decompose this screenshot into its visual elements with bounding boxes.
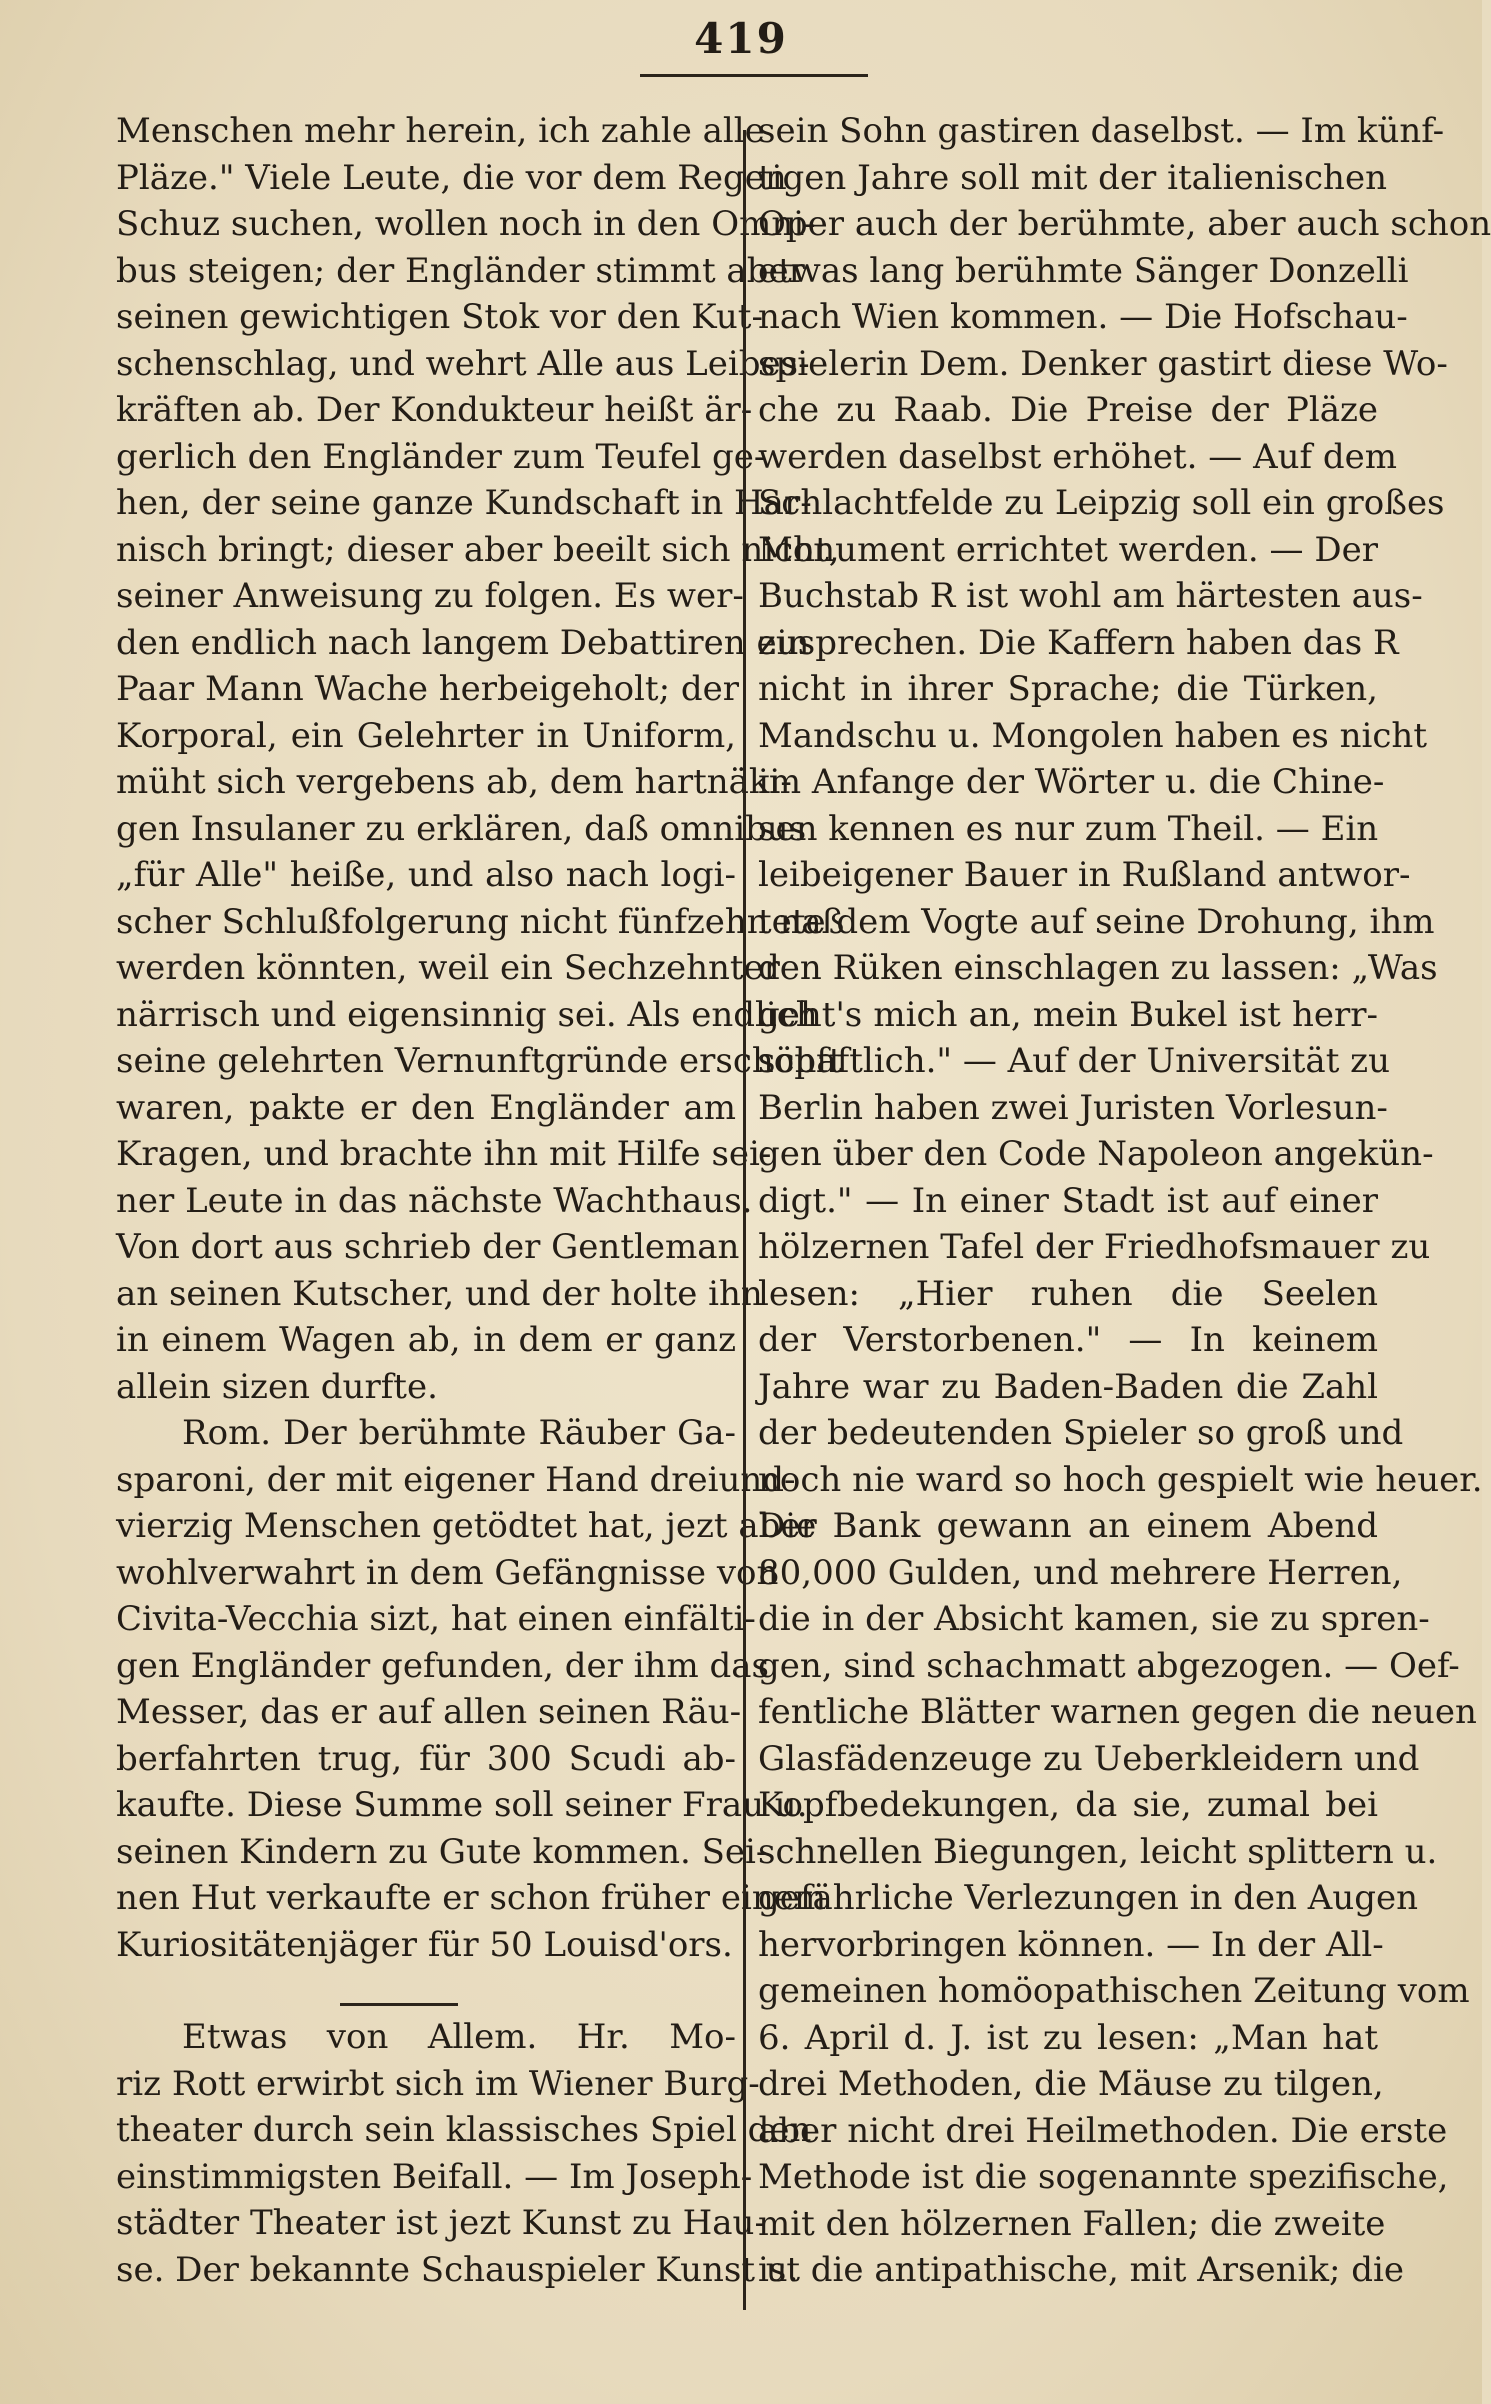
text-line: scher Schlußfolgerung nicht fünfzehn naß [116,901,845,942]
text-line: leibeigener Bauer in Rußland antwor- [758,855,1411,895]
text-line: Glasfädenzeuge zu Ueberkleidern und [758,1738,1420,1779]
text-line: ist die antipathische, mit Arsenik; die [758,2250,1405,2290]
text-line: waren, pakte er den Engländer am [116,1087,736,1128]
text-line: aber nicht drei Heilmethoden. Die erste [758,2110,1448,2151]
text-line: den endlich nach langem Debattiren ein [116,622,810,663]
column-divider [743,130,746,2310]
text-line: se. Der bekannte Schauspieler Kunst u. [116,2249,799,2290]
text-line: nach Wien kommen. — Die Hofschau- [758,297,1408,337]
text-line: sen kennen es nur zum Theil. — Ein [758,808,1379,849]
text-line: berfahrten trug, für 300 Scudi ab- [116,1738,736,1779]
text-line: Kuriositätenjäger für 50 Louisd'ors. [116,1924,733,1965]
text-line: vierzig Menschen getödtet hat, jezt aber [116,1506,817,1546]
text-line: den Rüken einschlagen zu lassen: „Was [758,948,1438,988]
text-line: gefährliche Verlezungen in den Augen [758,1878,1419,1918]
text-line: Schuz suchen, wollen noch in den Omni- [116,204,816,244]
text-line: ner Leute in das nächste Wachthaus. [116,1180,753,1221]
text-line: theater durch sein klassisches Spiel den [116,2110,812,2150]
text-line: Pläze." Viele Leute, die vor dem Regen [116,157,787,198]
text-line: Civita-Vecchia sizt, hat einen einfälti- [116,1599,756,1639]
text-line: Berlin haben zwei Juristen Vorlesun- [758,1087,1388,1128]
text-line: kräften ab. Der Kondukteur heißt är- [116,390,753,430]
text-line: zusprechen. Die Kaffern haben das R [758,622,1399,663]
text-line: sein Sohn gastiren daselbst. — Im künf- [758,111,1445,151]
text-line: im Anfange der Wörter u. die Chine- [758,762,1385,802]
text-line: mit den hölzernen Fallen; die zweite [758,2203,1386,2244]
text-line: geht's mich an, mein Bukel ist herr- [758,994,1378,1035]
text-line: Monument errichtet werden. — Der [758,529,1378,570]
text-line: nen Hut verkaufte er schon früher einem [116,1878,827,1918]
text-line: Mandschu u. Mongolen haben es nicht [758,715,1427,756]
right-column [758,108,1491,2294]
text-line: schnellen Biegungen, leicht splittern u. [758,1831,1438,1872]
text-line: 6. April d. J. ist zu lesen: „Man hat [758,2017,1378,2058]
section-rule [340,2003,458,2006]
text-line: che zu Raab. Die Preise der Pläze [758,390,1378,430]
text-line: an seinen Kutscher, und der holte ihn [116,1273,763,1314]
text-line: hen, der seine ganze Kundschaft in Har- [116,483,812,523]
text-line: lesen: „Hier ruhen die Seelen [758,1273,1378,1314]
text-line: digt." — In einer Stadt ist auf einer [758,1180,1378,1221]
text-line: müht sich vergebens ab, dem hartnäki- [116,762,792,802]
text-line: tete dem Vogte auf seine Drohung, ihm [758,901,1435,942]
text-line: fentliche Blätter warnen gegen die neuen [758,1692,1477,1732]
text-line: werden könnten, weil ein Sechzehnter [116,948,780,988]
text-line: drei Methoden, die Mäuse zu tilgen, [758,2064,1384,2104]
text-line: gen Insulaner zu erklären, daß omnibus [116,808,807,849]
text-line: tigen Jahre soll mit der italienischen [758,157,1387,198]
text-line: allein sizen durfte. [116,1366,438,1407]
page-number: 419 [694,14,788,63]
text-line: Paar Mann Wache herbeigeholt; der [116,669,739,709]
text-line: Buchstab R ist wohl am härtesten aus- [758,576,1423,616]
text-line: schenschlag, und wehrt Alle aus Leibes- [116,343,810,384]
text-line: wohlverwahrt in dem Gefängnisse von [116,1552,779,1593]
text-line: Methode ist die sogenannte spezifische, [758,2157,1449,2197]
text-line: gen über den Code Napoleon angekün- [758,1134,1434,1174]
text-line: gerlich den Engländer zum Teufel ge- [116,436,766,477]
text-line: Die Bank gewann an einem Abend [758,1506,1378,1546]
paragraph-rome-news [116,1410,827,1968]
text-line: nicht in ihrer Sprache; die Türken, [758,669,1378,709]
paragraph-etwas-von-allem [116,2014,812,2293]
text-line: Messer, das er auf allen seinen Räu- [116,1692,742,1732]
text-line: Kopfbedekungen, da sie, zumal bei [758,1785,1378,1825]
text-line: seinen gewichtigen Stok vor den Kut- [116,297,763,337]
text-line: Rom. Der berühmte Räuber Ga- [182,1413,736,1453]
text-line: Von dort aus schrieb der Gentleman [116,1227,740,1267]
text-line: seinen Kindern zu Gute kommen. Sei- [116,1831,768,1872]
text-line: Schlachtfelde zu Leipzig soll ein großes [758,483,1445,523]
text-line: in einem Wagen ab, in dem er ganz [116,1320,736,1360]
text-line: Kragen, und brachte ihn mit Hilfe sei- [116,1134,772,1174]
text-line: hölzernen Tafel der Friedhofsmauer zu [758,1227,1431,1267]
text-line: 80,000 Gulden, und mehrere Herren, [758,1552,1403,1593]
text-line: noch nie ward so hoch gespielt wie heuer. [758,1459,1483,1500]
text-line: der Verstorbenen." — In keinem [758,1320,1378,1360]
text-line: werden daselbst erhöhet. — Auf dem [758,436,1398,477]
text-line: riz Rott erwirbt sich im Wiener Burg- [116,2063,760,2104]
text-line: der bedeutenden Spieler so groß und [758,1413,1404,1453]
text-line: gen, sind schachmatt abgezogen. — Oef- [758,1645,1460,1686]
text-line: närrisch und eigensinnig sei. Als endlich [116,994,818,1035]
header-rule [640,74,868,77]
text-line: bus steigen; der Engländer stimmt aber [116,250,805,291]
text-line: städter Theater ist jezt Kunst zu Hau- [116,2203,766,2243]
text-line: Menschen mehr herein, ich zahle alle [116,111,765,151]
text-line: gemeinen homöopathischen Zeitung vom [758,1971,1470,2011]
paragraph-miscellany-continued [758,108,1491,2294]
text-line: die in der Absicht kamen, sie zu spren- [758,1599,1430,1639]
text-line: hervorbringen können. — In der All- [758,1924,1384,1965]
text-line: etwas lang berühmte Sänger Donzelli [758,250,1409,291]
text-line: Korporal, ein Gelehrter in Uniform, [116,715,736,756]
text-line: nisch bringt; dieser aber beeilt sich nicht, [116,529,840,570]
left-column [116,108,845,2293]
text-line: Etwas von Allem. Hr. Mo- [182,2017,736,2057]
paragraph-omnibus-story [116,108,845,1410]
text-line: Jahre war zu Baden-Baden die Zahl [758,1366,1378,1407]
text-line: einstimmigsten Beifall. — Im Joseph- [116,2156,753,2197]
text-line: spielerin Dem. Denker gastirt diese Wo- [758,343,1448,384]
text-line: seine gelehrten Vernunftgründe erschöpft [116,1041,843,1081]
text-line: Oper auch der berühmte, aber auch schon [758,204,1491,244]
text-line: gen Engländer gefunden, der ihm das [116,1645,769,1686]
text-line: „für Alle" heiße, und also nach logi- [116,855,736,895]
text-line: seiner Anweisung zu folgen. Es wer- [116,576,744,616]
text-line: sparoni, der mit eigener Hand dreiund- [116,1459,796,1500]
text-line: schaftlich." — Auf der Universität zu [758,1041,1390,1081]
text-line: kaufte. Diese Summe soll seiner Frau u. [116,1785,808,1825]
